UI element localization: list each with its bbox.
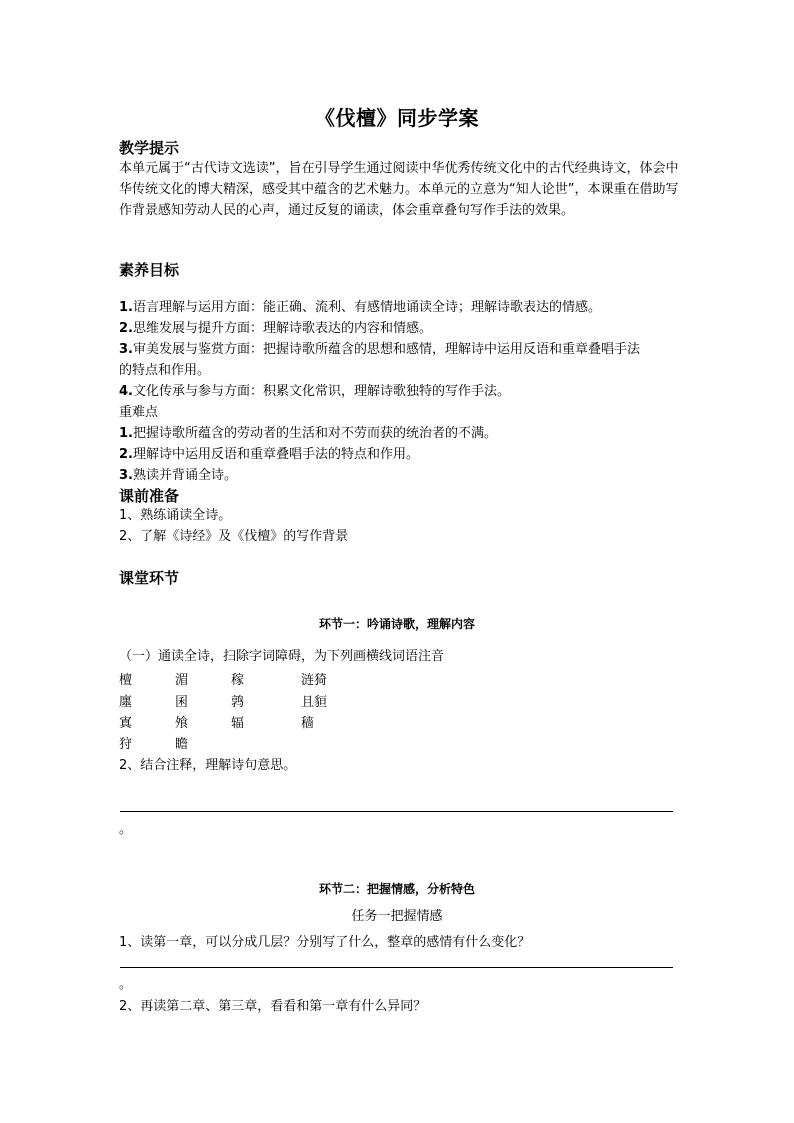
key-point-item: 2.理解诗中运用反语和重章叠唱手法的特点和作用。 [119, 447, 419, 462]
vocab-char: 囷 [175, 695, 189, 710]
vocab-char: 廛 [119, 695, 133, 710]
teaching-tips-body: 本单元属于“古代诗文选读”，旨在引导学生通过阅读中华优秀传统文化中的古代经典诗文，体会中华传统文化的博大精深，感受其中蕴含的艺术魅力。本单元的立意为“知人论世”，本课重在借助写作背景感知劳动人民的心声，通过反复的诵读，体会重章叠句写作手法的效果。 [119, 161, 679, 218]
goal-item: 3.审美发展与鉴赏方面：把握诗歌所蕴含的思想和感情，理解诗中运用反语和重章叠唱手法 [119, 342, 640, 357]
section1-question2: 2、结合注释，理解诗句意思。 [119, 758, 297, 773]
vocab-char: 鹑 [231, 695, 245, 710]
answer-line [120, 811, 673, 812]
section2-task: 任务一把握情感 [351, 909, 443, 924]
section1-title: 环节一：吟诵诗歌，理解内容 [318, 617, 475, 631]
vocab-char: 湄 [175, 673, 189, 688]
goal-item: 4.文化传承与参与方面：积累文化常识，理解诗歌独特的写作手法。 [119, 384, 510, 399]
preparation-item: 1、熟练诵读全诗。 [119, 508, 232, 523]
key-point-item: 1.把握诗歌所蕴含的劳动者的生活和对不劳而获的统治者的不满。 [119, 426, 497, 441]
vocab-char: 狩 [119, 737, 133, 752]
section2-question2: 2、再读第二章、第三章，看看和第一章有什么异同？ [119, 999, 427, 1014]
end-mark: 。 [119, 977, 133, 992]
vocab-char: 檀 [119, 673, 133, 688]
vocab-char: 且貆 [301, 695, 328, 710]
vocab-char: 飧 [175, 716, 189, 731]
end-mark: 。 [119, 822, 133, 837]
section2-title: 环节二：把握情感，分析特色 [318, 882, 475, 896]
preparation-item: 2、了解《诗经》及《伐檀》的写作背景 [119, 529, 349, 544]
key-point-item: 3.熟读并背诵全诗。 [119, 468, 237, 483]
classroom-heading: 课堂环节 [119, 569, 180, 587]
goal-item: 2.思维发展与提升方面：理解诗歌表达的内容和情感。 [119, 321, 432, 336]
vocab-char: 寘 [119, 716, 133, 731]
vocab-char: 辐 [231, 716, 245, 731]
vocab-char: 穑 [301, 716, 315, 731]
vocab-char: 瞻 [175, 737, 189, 752]
teaching-tips-heading: 教学提示 [119, 139, 180, 157]
goals-heading: 素养目标 [119, 261, 180, 279]
answer-line [120, 967, 673, 968]
goal-item-continued: 的特点和作用。 [119, 363, 211, 378]
vocab-char: 稼 [231, 673, 245, 688]
vocab-char: 涟猗 [301, 673, 328, 688]
page-title: 《伐檀》同步学案 [315, 106, 479, 130]
goal-item: 1.语言理解与运用方面：能正确、流利、有感情地诵读全诗；理解诗歌表达的情感。 [119, 300, 601, 315]
key-points-heading: 重难点 [119, 405, 159, 420]
section2-question1: 1、读第一章，可以分成几层？分别写了什么，整章的感情有什么变化？ [119, 935, 531, 950]
section1-question1: （一）通读全诗，扫除字词障碍，为下列画横线词语注音 [119, 649, 445, 664]
preparation-heading: 课前准备 [119, 487, 180, 505]
